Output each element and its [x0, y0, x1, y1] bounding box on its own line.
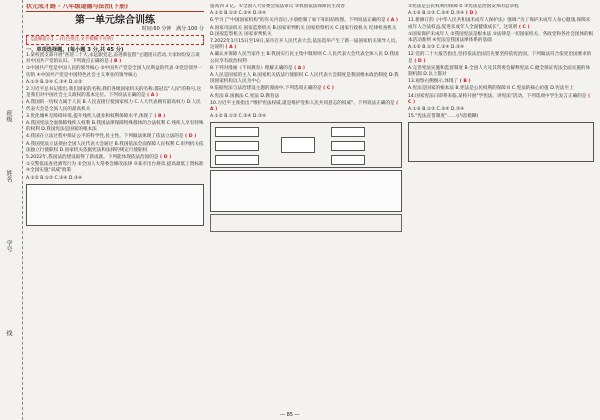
- margin-label-name: 姓名: [5, 170, 12, 182]
- question-item: [408, 86, 594, 92]
- question-text: A.①② B.①③ C.②④ D.③④: [210, 11, 267, 17]
- question-list: [408, 4, 594, 120]
- question-text: 5.2022年,我国法治建设取得了新成就。下列能体现依法治国的是: [26, 155, 159, 161]
- question-text: 2.习近平总书记指出,我们国家的名称,我们各级国家机关的名称,都冠以"人民"的称号,这是我们对中国社会主义政权的基本定位。下列说法正确的是: [26, 87, 202, 99]
- question-text: ①中国共产党是中国人民的领导核心 ②中国共产党是全国人民利益的代表 ③党是领导一切的 ④中国共产党是中国特色社会主义事业的领导核心: [26, 66, 203, 78]
- reminder-box: 【温馨提示】…(红色批注,文字模糊不可辨): [26, 35, 204, 45]
- question-text: A.确认并保障人民当家作主 B.我国实行民主集中制原则 C.人民代表大会代表全体人民 D.我国公民享有政治权利: [210, 52, 399, 64]
- answer-mark: ( B ): [458, 79, 471, 85]
- question-text: 8.下列对漫画《不同教育》理解正确的是: [210, 65, 293, 71]
- answer-mark: ( B ): [152, 113, 166, 119]
- question-item: [26, 66, 204, 78]
- question-text: 7.2022年1月15日至19日,某市召开人民代表大会,依法选举产生了新一届国家机关领导人员。这说明: [210, 39, 400, 51]
- question-text: A.我国宪法全面保障残疾人权利 B.我国法律保障特殊群体的合法权利 C.残疾人享有特殊的权利 D.我国宪法是国家的根本法: [26, 121, 204, 133]
- answer-mark: ( A ): [385, 18, 399, 24]
- time-limit: 时间:60 分钟: [141, 26, 172, 33]
- binding-margin: [0, 0, 23, 420]
- question-text: ①国家保护未成年人 ②我国宪法是根本法 ③法律是一切国家机关、各政党和各社会团体的根本活动准则 ④宪法是我国法律体系的基础: [408, 31, 594, 44]
- running-header: 状元成才路 · 八年级道德与法治(下册): [26, 4, 204, 12]
- question-item: [26, 176, 204, 182]
- diagram-node: [331, 127, 365, 137]
- question-item: [408, 11, 594, 17]
- question-text: A.完善宪法实施和监督制度 B.全国人大及其常委会解释宪法 C.健全保证宪法全面实施的体制机制 D.以上都对: [408, 65, 591, 78]
- diagram-node: [281, 137, 315, 153]
- question-item: [26, 87, 204, 99]
- column-left: [26, 4, 204, 408]
- question-item: [210, 4, 402, 10]
- total-score: 满分:100 分: [176, 26, 204, 33]
- question-item: [26, 100, 204, 112]
- question-text: 3.优化城乡无障碍环境,提升残疾人就业和权利保障水平,体现了: [26, 113, 153, 119]
- answer-mark: ( A ): [210, 100, 399, 113]
- question-item: [26, 162, 204, 174]
- question-text: A.①② B.①③ C.②④ D.③④: [210, 114, 267, 120]
- diagram-node: [331, 141, 365, 151]
- question-item: [210, 101, 402, 113]
- diagram-node: [215, 141, 259, 151]
- question-item: [210, 39, 402, 51]
- question-item: [26, 53, 204, 65]
- question-item: [408, 4, 594, 10]
- question-item: [408, 32, 594, 44]
- question-text: 11.新修订的《中华人民共和国未成年人保护法》强调:"为了保护未成年人身心健康,保障未成年人合法权益,促进未成年人全面健康成长"。这说明: [408, 18, 591, 30]
- answer-mark: ( B ): [108, 59, 122, 65]
- unit-title: 第一单元综合训练: [75, 15, 155, 27]
- answer-mark: ( D ): [158, 155, 172, 161]
- question-text: 13.观察右侧图示,体现了: [408, 79, 459, 85]
- margin-label-class: 班级: [5, 110, 12, 122]
- diagram-node: [331, 155, 365, 165]
- answer-mark: ( C ): [517, 24, 530, 30]
- figure-diagram: [408, 122, 594, 162]
- question-text: ①交警依法查处酒驾行为 ②全国人大常委会修改法律 ③某市出台规章,提高最低工资标准 ④全国实施"双减"政策: [26, 162, 204, 174]
- question-item: [408, 18, 594, 30]
- question-item: [26, 134, 204, 140]
- question-text: A.①② B.①③ C.②④ D.③④: [408, 45, 465, 51]
- answer-mark: ( A ): [223, 45, 237, 51]
- question-text: 15."宪法宣誓制度"……(内容模糊): [408, 114, 479, 120]
- question-text: A.①② B.①③ C.②④ D.③④: [408, 11, 465, 17]
- exam-meta: [26, 26, 204, 32]
- question-text: 9.依据宪法与法治建设主题的漫画中,下列选项正确的是: [210, 86, 322, 92]
- question-item: [26, 114, 204, 120]
- question-item: [408, 114, 594, 120]
- question-text: 10.习近平主席指出:"维护宪法权威,就是维护党和人民共同意志的权威"。下列说法正确的是: [210, 100, 395, 106]
- answer-mark: ( D ): [412, 58, 426, 64]
- question-item: [210, 86, 402, 92]
- diagram-node: [215, 127, 259, 137]
- answer-mark: ( C ): [408, 93, 591, 105]
- cartoon-illustration: [26, 184, 204, 226]
- answer-mark: ( D ): [183, 134, 197, 140]
- question-item: [210, 94, 402, 100]
- question-text: 4.我国在立法过程中保证公平的科学性,民主性。下列做法体现了依法立法的是: [26, 134, 184, 140]
- answer-mark: ( D ): [464, 11, 477, 17]
- margin-label-number: 学号: [5, 240, 12, 252]
- question-list: [210, 4, 402, 120]
- question-text: A.宪法是国家的根本法 B.宪法是公民权利的保障书 C.宪法的核心价值 D.宪法至上: [408, 86, 574, 92]
- question-item: [408, 52, 594, 64]
- question-text: A.①② B.①③ C.②④ D.③④: [26, 175, 83, 181]
- page-number: — 85 —: [280, 412, 300, 418]
- question-item: [26, 121, 204, 133]
- diagram-node: [215, 155, 259, 165]
- question-text: 6.学习了"中国国家机构"的有关内容后,小晨绘制了如下知识结构图。下列说法正确的是: [210, 18, 386, 24]
- question-item: [408, 94, 594, 106]
- cartoon-illustration: [210, 170, 402, 212]
- question-item: [408, 45, 594, 51]
- question-item: [210, 66, 402, 72]
- question-text: A.我国的一切权力属于人民 B.人民直接行使国家权力 C.人大代表拥有最高权力 D.人民代表大会是全国人民的最高机关: [26, 100, 201, 112]
- answer-mark: ( A ): [292, 65, 306, 71]
- margin-label-line: 线: [5, 330, 12, 336]
- question-item: [210, 18, 402, 24]
- question-item: [210, 11, 402, 17]
- question-item: [210, 52, 402, 64]
- column-middle: [210, 4, 402, 408]
- question-text: A.①③ B.②④ C.③④ D.①②: [26, 79, 83, 85]
- question-item: [26, 142, 204, 154]
- question-text: 14.国家宪法日即将来临,某校开展"学宪法、讲宪法"活动。下列选项中学生发言正确的是: [408, 93, 587, 99]
- question-item: [210, 26, 402, 38]
- question-text: A.人民是国家的主人 B.国家机关依法行使职权 C.人民代表大会制度是我国根本政治制度 D.我国国家机构以人民为中心: [210, 73, 399, 85]
- answer-mark: ( C ): [321, 86, 334, 92]
- question-list: [26, 53, 204, 182]
- question-item: [408, 79, 594, 85]
- theme-box: [210, 214, 402, 232]
- question-text: A.①② B.①③ C.②④ D.③④: [408, 107, 465, 113]
- question-text: ①宪法是公民权利的保障书 ②宪法是治国安邦的总章程: [408, 4, 519, 9]
- question-text: A.我国宪法立法须由全国人民代表大会通过 B.我国依法全面保障人民权利 C.审判机关依法独立行使职权 D.国家机关依据宪法和法律的规定行使职权: [26, 141, 204, 153]
- question-text: A.宪法 B.国旗法 C.宪法 D.教育法: [210, 93, 280, 99]
- question-text: 1.某校团支部开展"喜迎二十大,永远跟党走,奋进新征程"主题团日活动,大家纷纷发言谈对中国共产党的认识。下列观点正确的是: [26, 53, 200, 65]
- question-text: 提高到 3 亿。①全国人大常委会依法审议 ②我国依法保障民生改善: [210, 4, 345, 9]
- question-item: [408, 107, 594, 113]
- question-item: [26, 155, 204, 161]
- question-text: 12.党的二十大报告指出,坚持依法治国首先要坚持依宪治国。下列做法符合依宪治国要求的是: [408, 52, 592, 64]
- question-item: [210, 73, 402, 85]
- section-heading: 一、单项选择题。(每小题 3 分,共 45 分): [26, 46, 124, 53]
- question-item: [210, 114, 402, 120]
- question-item: [408, 66, 594, 78]
- question-item: [26, 80, 204, 86]
- question-text: A.国家司法机关 国家监察机关 B.国家审判机关 国家检察机关 C.国家行政机关 纪律检查机关 D.国家监察机关 国家审判机关: [210, 25, 397, 37]
- answer-mark: ( A ): [145, 93, 159, 99]
- knowledge-structure-diagram: [210, 122, 402, 168]
- column-right: [408, 4, 594, 408]
